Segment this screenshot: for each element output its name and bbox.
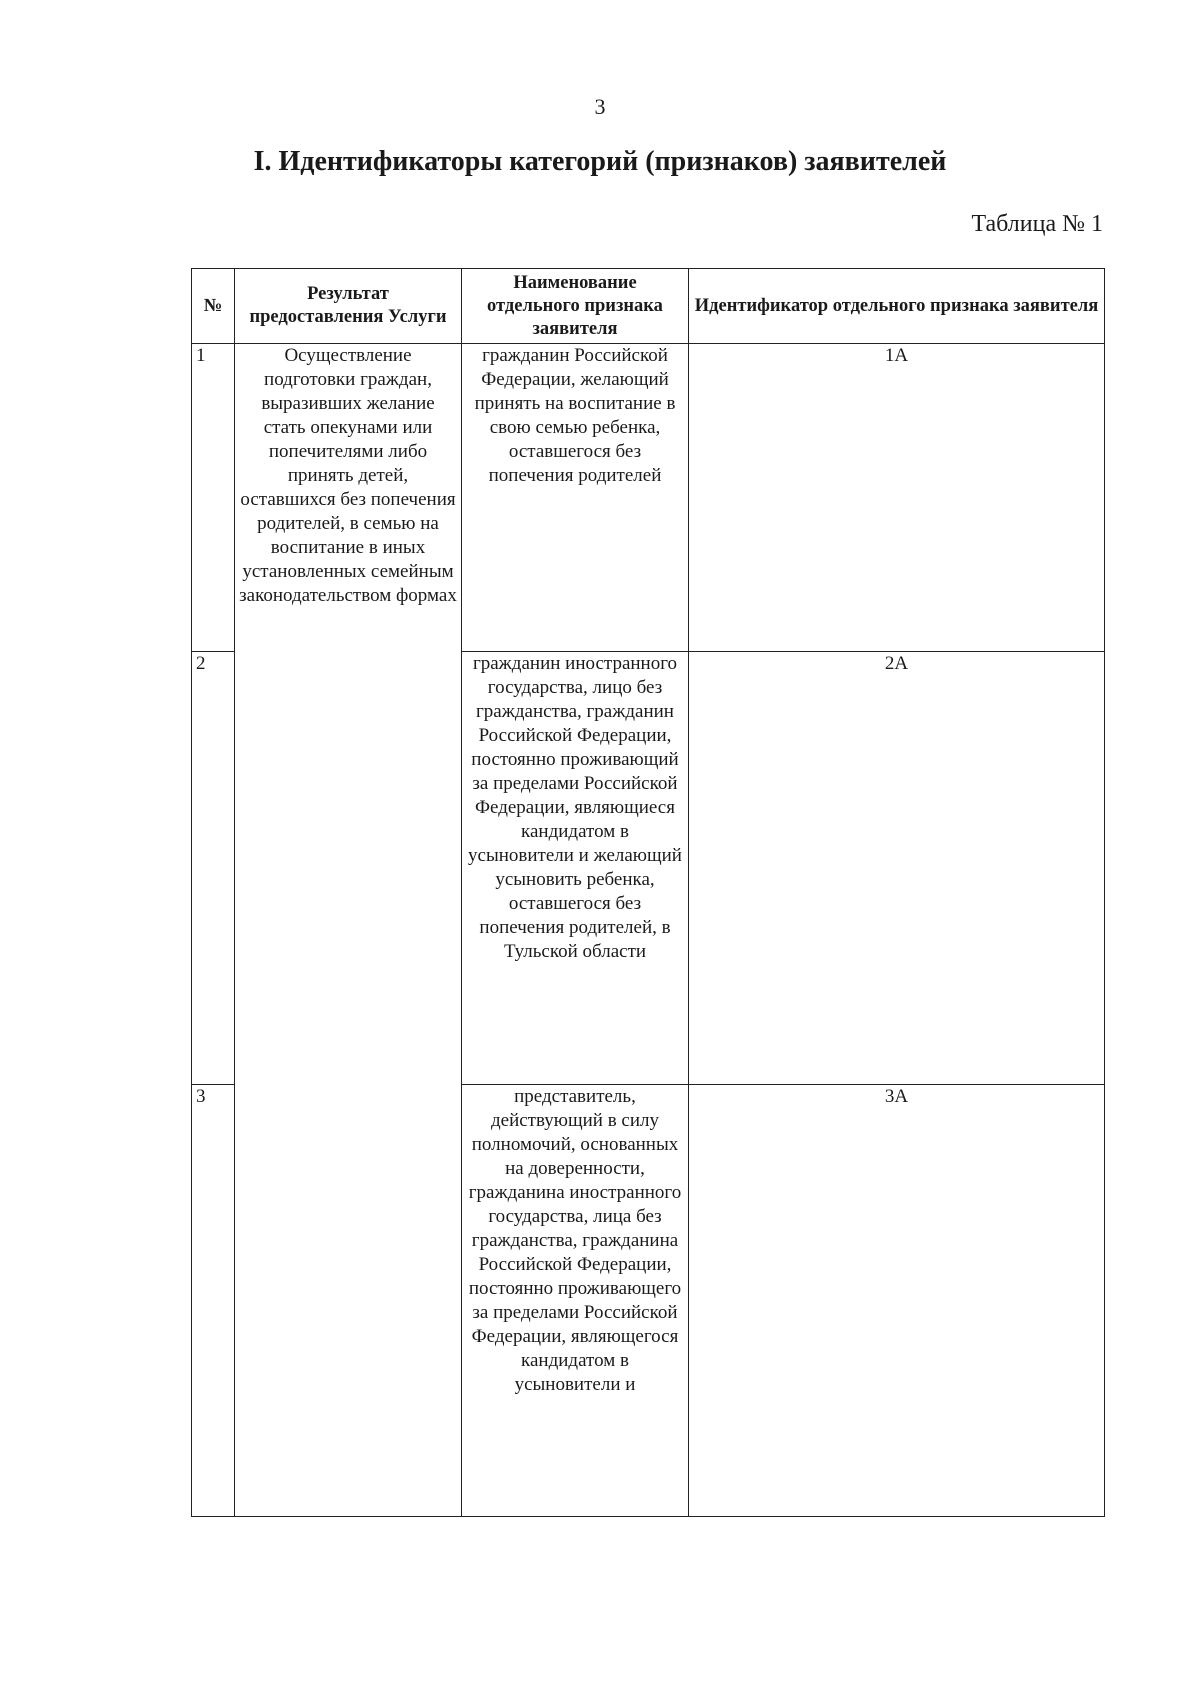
row-number: 2	[192, 652, 235, 1085]
applicant-feature-name: гражданин Российской Федерации, желающий принять на воспитание в свою семью ребенка, оставшегося без попечения родителей	[462, 344, 689, 652]
applicant-feature-name: гражданин иностранного государства, лицо без гражданства, гражданин Российской Федерации, постоянно проживающий за пределами Российской Федерации, являющиеся кандидатом в усыновители и желающий усыновить ребенка, оставшегося без попечения родителей, в Тульской области	[462, 652, 689, 1085]
applicant-feature-name: представитель, действующий в силу полномочий, основанных на доверенности, гражданина иностранного государства, лица без гражданства, гражданина Российской Федерации, постоянно проживающего за пределами Российской Федерации, являющегося кандидатом в усыновители и	[462, 1085, 689, 1517]
page-number: 3	[594, 94, 606, 119]
applicant-categories-table	[191, 268, 1105, 1517]
row-number: 1	[192, 344, 235, 652]
row-number: 3	[192, 1085, 235, 1517]
table-label: Таблица № 1	[971, 211, 1103, 237]
header-result: Результат предоставления Услуги	[235, 269, 462, 344]
applicant-feature-id: 2А	[689, 652, 1105, 1085]
header-number: №	[192, 269, 235, 344]
applicant-feature-id: 1А	[689, 344, 1105, 652]
table-row	[192, 344, 1105, 652]
applicant-feature-id: 3А	[689, 1085, 1105, 1517]
section-title: I. Идентификаторы категорий (признаков) заявителей	[253, 146, 947, 177]
header-identifier: Идентификатор отдельного признака заявителя	[689, 269, 1105, 344]
result-cell: Осуществление подготовки граждан, выразивших желание стать опекунами или попечителями либо принять детей, оставшихся без попечения родителей, в семью на воспитание в иных установленных семейным законодательством формах	[235, 344, 462, 1517]
header-name: Наименование отдельного признака заявителя	[462, 269, 689, 344]
table-header-row	[192, 269, 1105, 344]
